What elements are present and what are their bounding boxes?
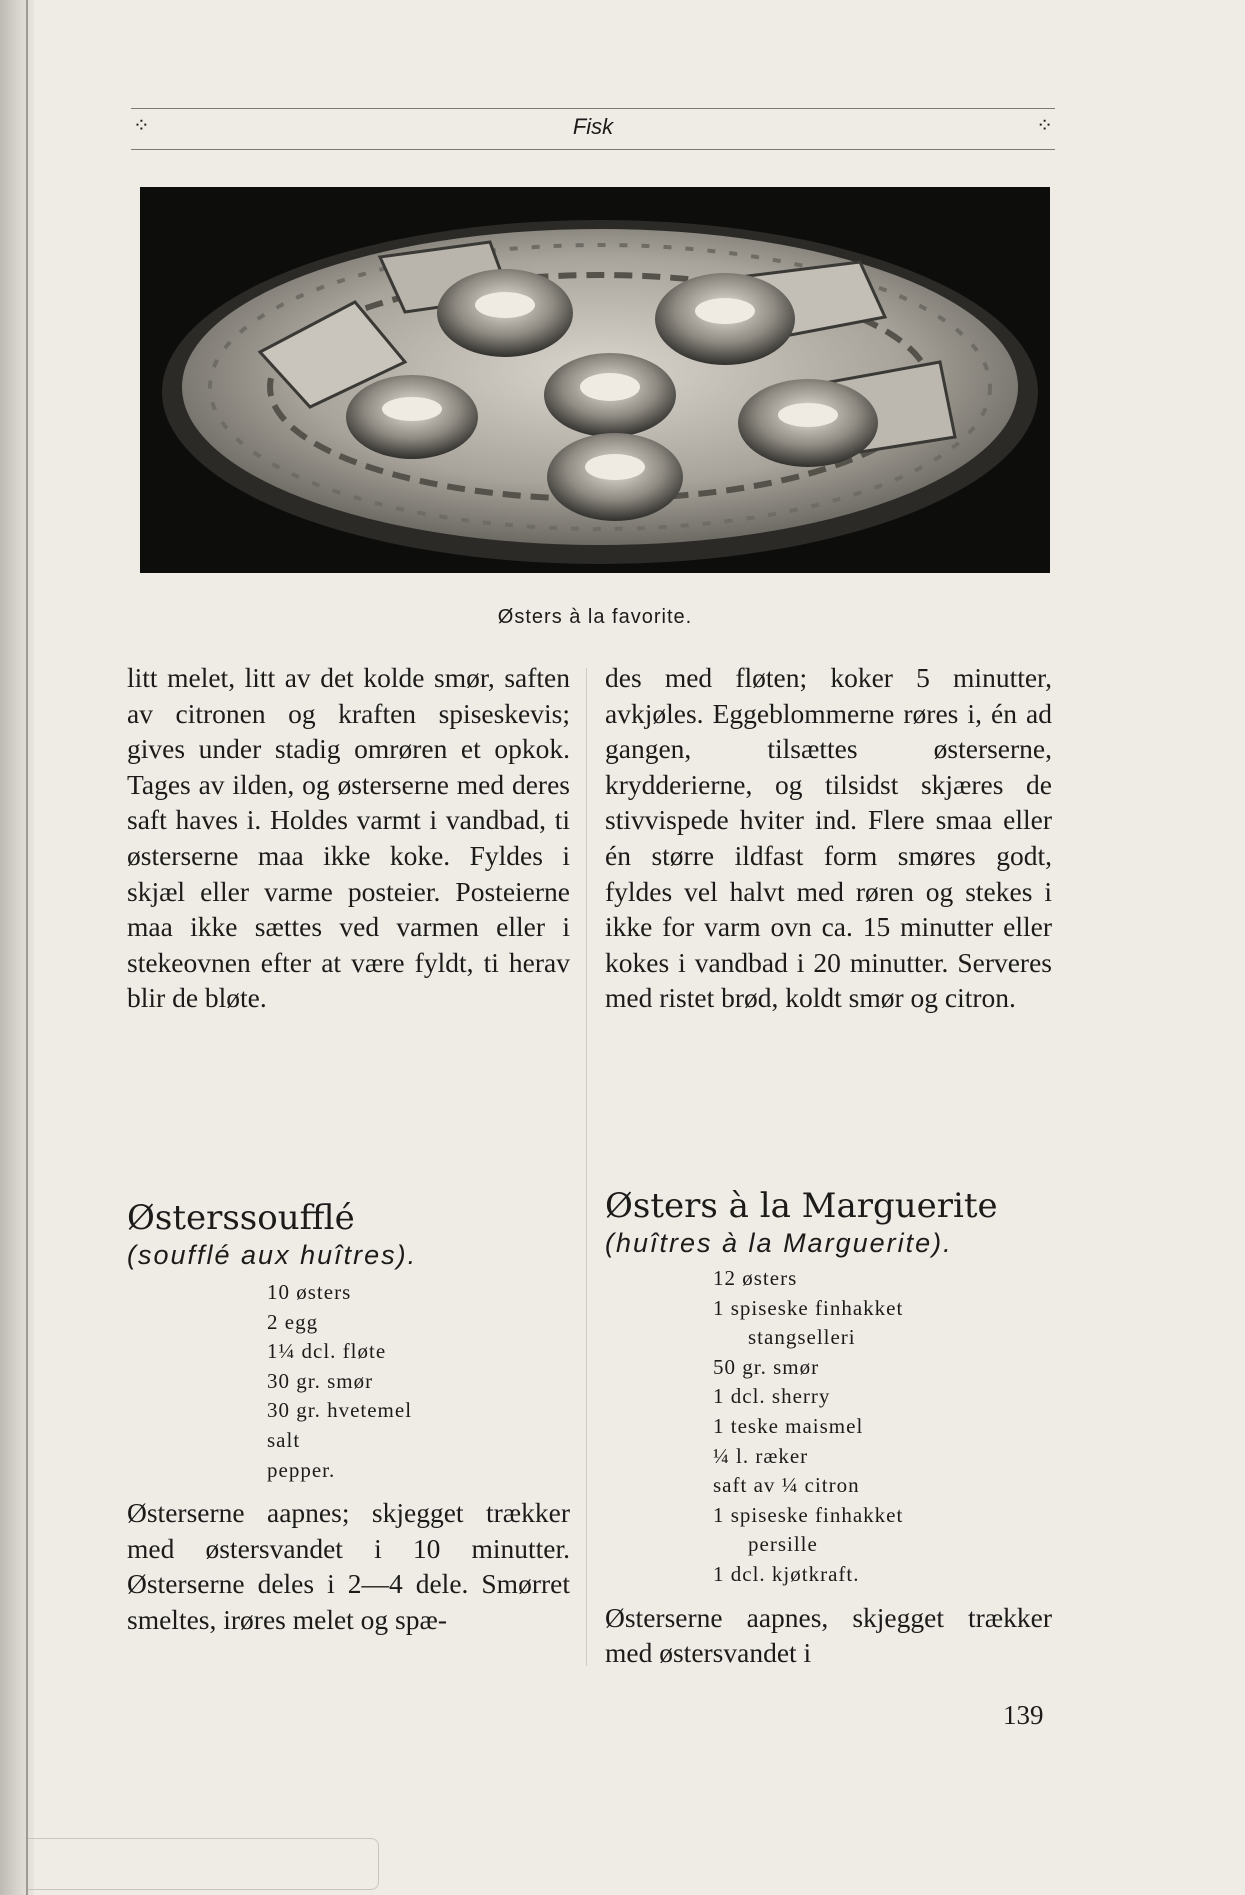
ingredient-item: 1 spiseske finhakket <box>713 1502 904 1527</box>
page-edge-tab <box>28 1838 379 1890</box>
right-column <box>605 660 1052 1016</box>
ingredient-item: 30 gr. smør <box>267 1368 374 1393</box>
ingredient-item: ¼ l. ræker <box>713 1443 809 1468</box>
ingredient-item: 1¼ dcl. fløte <box>267 1339 387 1364</box>
oyster-platter-illustration <box>140 187 1050 573</box>
ingredient-item: pepper. <box>267 1457 336 1482</box>
souffle-recipe <box>127 1198 570 1638</box>
left-column <box>127 660 570 1016</box>
right-continued-paragraph: des med fløten; koker 5 minutter, avkjøles. Eggeblommerne røres i, én ad gangen, tilsættes østerserne, krydderierne, og tilsidst skjæres de stivvispede hviter ind. Flere smaa eller én større ildfast form smøres godt, fyldes vel halvt med røren og stekes i ikke for varm ovn ca. 15 minutter eller kokes i vandbad i 20 minutter. Serveres med ristet brød, koldt smør og citron. <box>605 662 1052 1014</box>
souffle-recipe-title: Østerssoufflé <box>127 1198 355 1238</box>
ingredient-item: stangselleri <box>748 1325 856 1350</box>
ingredient-item: 30 gr. hvetemel <box>267 1398 413 1423</box>
marguerite-recipe-title: Østers à la Marguerite <box>605 1186 998 1226</box>
book-gutter-shadow <box>0 0 34 1895</box>
running-head-title: Fisk <box>572 114 614 139</box>
marguerite-method-paragraph: Østerserne aapnes, skjegget trækker med østersvandet i <box>605 1601 1052 1669</box>
ornament-right-icon: ⁘ <box>1036 115 1053 137</box>
ingredient-item: 1 dcl. sherry <box>713 1384 831 1409</box>
souffle-method-paragraph: Østerserne aapnes; skjegget trækker med østersvandet i 10 minutter. Østerserne deles i 2—4 dele. Smørret smeltes, irøres melet og spæ- <box>127 1497 570 1635</box>
souffle-recipe-subtitle: (soufflé aux huîtres). <box>127 1240 418 1270</box>
marguerite-recipe-subtitle: (huîtres à la Marguerite). <box>605 1228 953 1258</box>
ingredient-item: 10 østers <box>267 1280 352 1304</box>
ingredient-item: 2 egg <box>267 1309 319 1334</box>
souffle-ingredient-list <box>267 1278 570 1485</box>
left-continued-paragraph: litt melet, litt av det kolde smør, saften av citronen og kraften spiseskevis; gives under stadig omrøren et opkok. Tages av ilden, og østerserne med deres saft haves i. Holdes varmt i vandbad, ti østerserne maa ikke koke. Fyldes i skjæl eller varme posteier. Posteierne maa ikke sættes ved varmen eller i stekeovnen efter at være fyldt, ti herav blir de bløte. <box>127 662 570 1014</box>
ingredient-item: salt <box>267 1427 301 1452</box>
ornament-left-icon: ⁘ <box>133 115 150 137</box>
ingredient-item: persille <box>748 1532 818 1557</box>
figure-caption: Østers à la favorite. <box>497 606 693 628</box>
running-header <box>131 108 1055 150</box>
column-divider <box>586 668 587 1666</box>
ingredient-item: saft av ¼ citron <box>713 1473 860 1498</box>
ingredient-item: 12 østers <box>713 1266 798 1290</box>
marguerite-recipe <box>605 1186 1052 1671</box>
gutter-fold-line <box>26 0 28 1895</box>
ingredient-item: 1 spiseske finhakket <box>713 1295 904 1320</box>
ingredient-item: 1 dcl. kjøtkraft. <box>713 1561 860 1586</box>
ingredient-item: 50 gr. smør <box>713 1354 820 1379</box>
ingredient-item: 1 teske maismel <box>713 1413 864 1438</box>
page-number: 139 <box>1003 1700 1044 1730</box>
oyster-platter-photo <box>140 187 1050 573</box>
marguerite-ingredient-list <box>713 1264 1052 1590</box>
